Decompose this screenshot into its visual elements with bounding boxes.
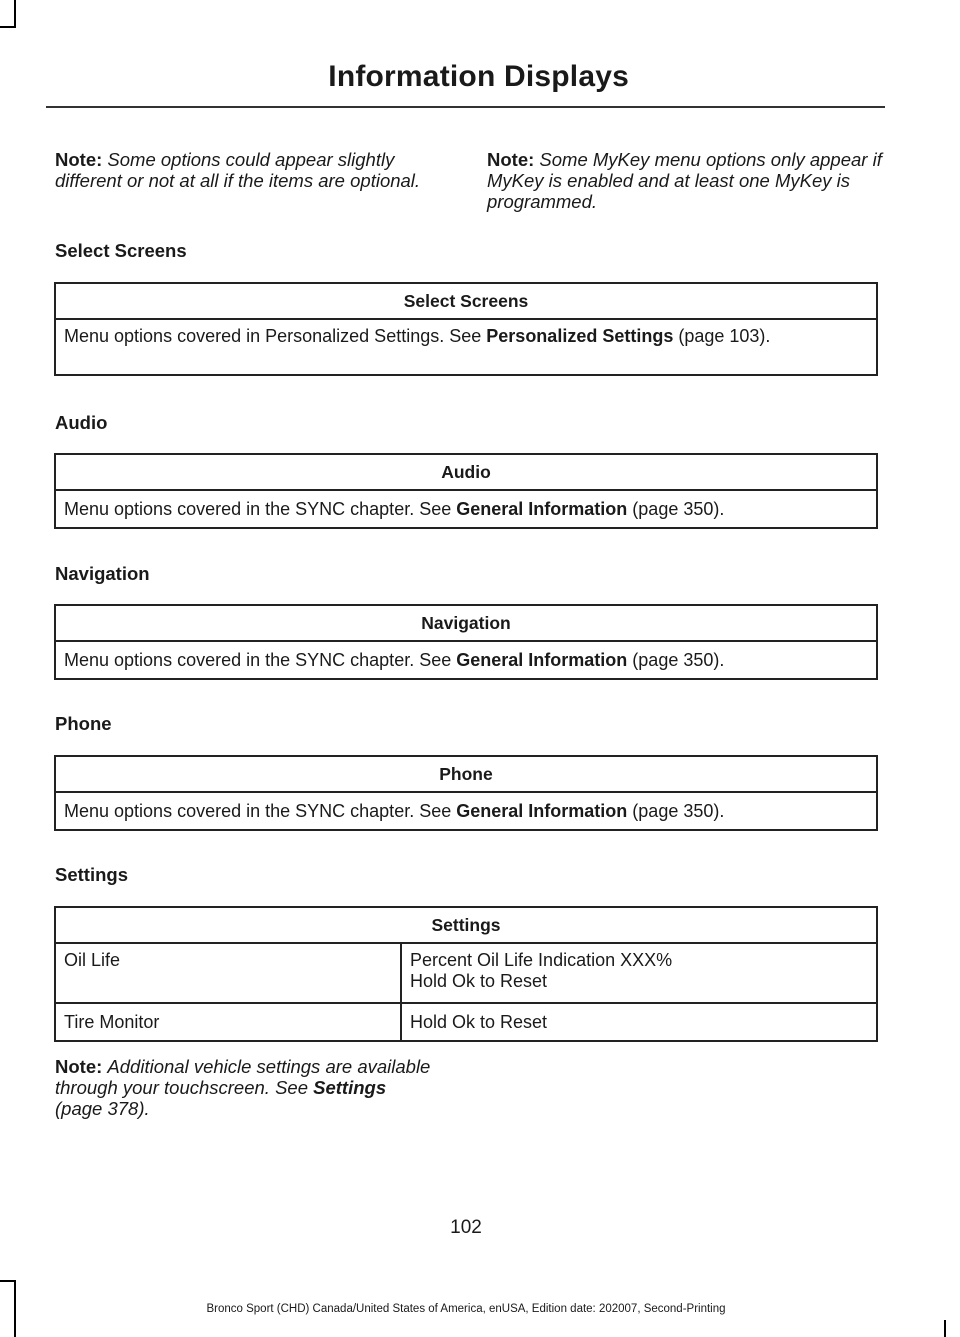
table-phone bbox=[54, 755, 878, 831]
page-reference: (page 350). bbox=[632, 498, 725, 519]
table-select-screens bbox=[54, 282, 878, 376]
table-settings bbox=[54, 906, 878, 1042]
page-reference: (page 350). bbox=[632, 800, 725, 821]
section-heading-select-screens: Select Screens bbox=[55, 240, 187, 261]
cross-reference-link[interactable]: Personalized Settings bbox=[486, 326, 674, 346]
table-cell bbox=[55, 490, 877, 528]
table-navigation bbox=[54, 604, 878, 680]
note-text: Additional vehicle settings are available through your touchscreen. See bbox=[55, 1056, 431, 1098]
value-line: Percent Oil Life Indication XXX% bbox=[410, 950, 673, 970]
cell-text: Menu options covered in the SYNC chapter. See bbox=[64, 800, 452, 821]
note-text: Some MyKey menu options only appear if MyKey is enabled and at least one MyKey is programmed. bbox=[487, 149, 882, 212]
cross-reference-link[interactable]: General Information bbox=[456, 498, 628, 519]
table-header: Settings bbox=[55, 907, 877, 943]
table-audio bbox=[54, 453, 878, 529]
note-label: Note: bbox=[55, 149, 103, 170]
note-options-optional bbox=[55, 149, 455, 191]
table-row bbox=[55, 943, 877, 1003]
page-reference: (page 103). bbox=[678, 326, 771, 346]
cell-text: Menu options covered in the SYNC chapter. See bbox=[64, 649, 452, 670]
table-cell bbox=[55, 319, 877, 375]
table-header: Phone bbox=[55, 756, 877, 792]
row-value: Hold Ok to Reset bbox=[401, 1003, 877, 1041]
row-item: Tire Monitor bbox=[55, 1003, 401, 1041]
table-row bbox=[55, 1003, 877, 1041]
footer-edition: Bronco Sport (CHD) Canada/United States of America, enUSA, Edition date: 202007, Second-Printing bbox=[206, 1303, 726, 1315]
table-cell bbox=[55, 792, 877, 830]
row-value bbox=[401, 943, 877, 1003]
note-text: Some options could appear slightly different or not at all if the items are optional. bbox=[55, 149, 421, 191]
cross-reference-link[interactable]: Settings bbox=[313, 1077, 387, 1098]
title-divider bbox=[46, 106, 885, 108]
table-header: Select Screens bbox=[55, 283, 877, 319]
crop-mark-bottom-right bbox=[944, 1320, 946, 1337]
table-cell bbox=[55, 641, 877, 679]
page-title: Information Displays bbox=[328, 60, 629, 93]
crop-mark-top-left-h bbox=[0, 26, 16, 28]
section-heading-phone: Phone bbox=[55, 713, 112, 734]
cross-reference-link[interactable]: General Information bbox=[456, 800, 628, 821]
note-label: Note: bbox=[487, 149, 535, 170]
note-mykey bbox=[487, 149, 887, 212]
section-heading-audio: Audio bbox=[55, 412, 108, 433]
cell-text: Menu options covered in Personalized Settings. See bbox=[64, 326, 482, 346]
table-header: Navigation bbox=[55, 605, 877, 641]
note-label: Note: bbox=[55, 1056, 103, 1077]
page-reference: (page 350). bbox=[632, 649, 725, 670]
crop-mark-top-left bbox=[14, 0, 16, 28]
row-item: Oil Life bbox=[55, 943, 401, 1003]
cross-reference-link[interactable]: General Information bbox=[456, 649, 628, 670]
section-heading-settings: Settings bbox=[55, 864, 128, 885]
page-number: 102 bbox=[450, 1217, 482, 1238]
note-touchscreen-settings bbox=[55, 1056, 435, 1119]
value-line: Hold Ok to Reset bbox=[410, 971, 548, 991]
crop-mark-bottom-left-h bbox=[0, 1280, 16, 1282]
page-reference: (page 378). bbox=[55, 1098, 150, 1119]
section-heading-navigation: Navigation bbox=[55, 563, 150, 584]
table-header: Audio bbox=[55, 454, 877, 490]
cell-text: Menu options covered in the SYNC chapter. See bbox=[64, 498, 452, 519]
